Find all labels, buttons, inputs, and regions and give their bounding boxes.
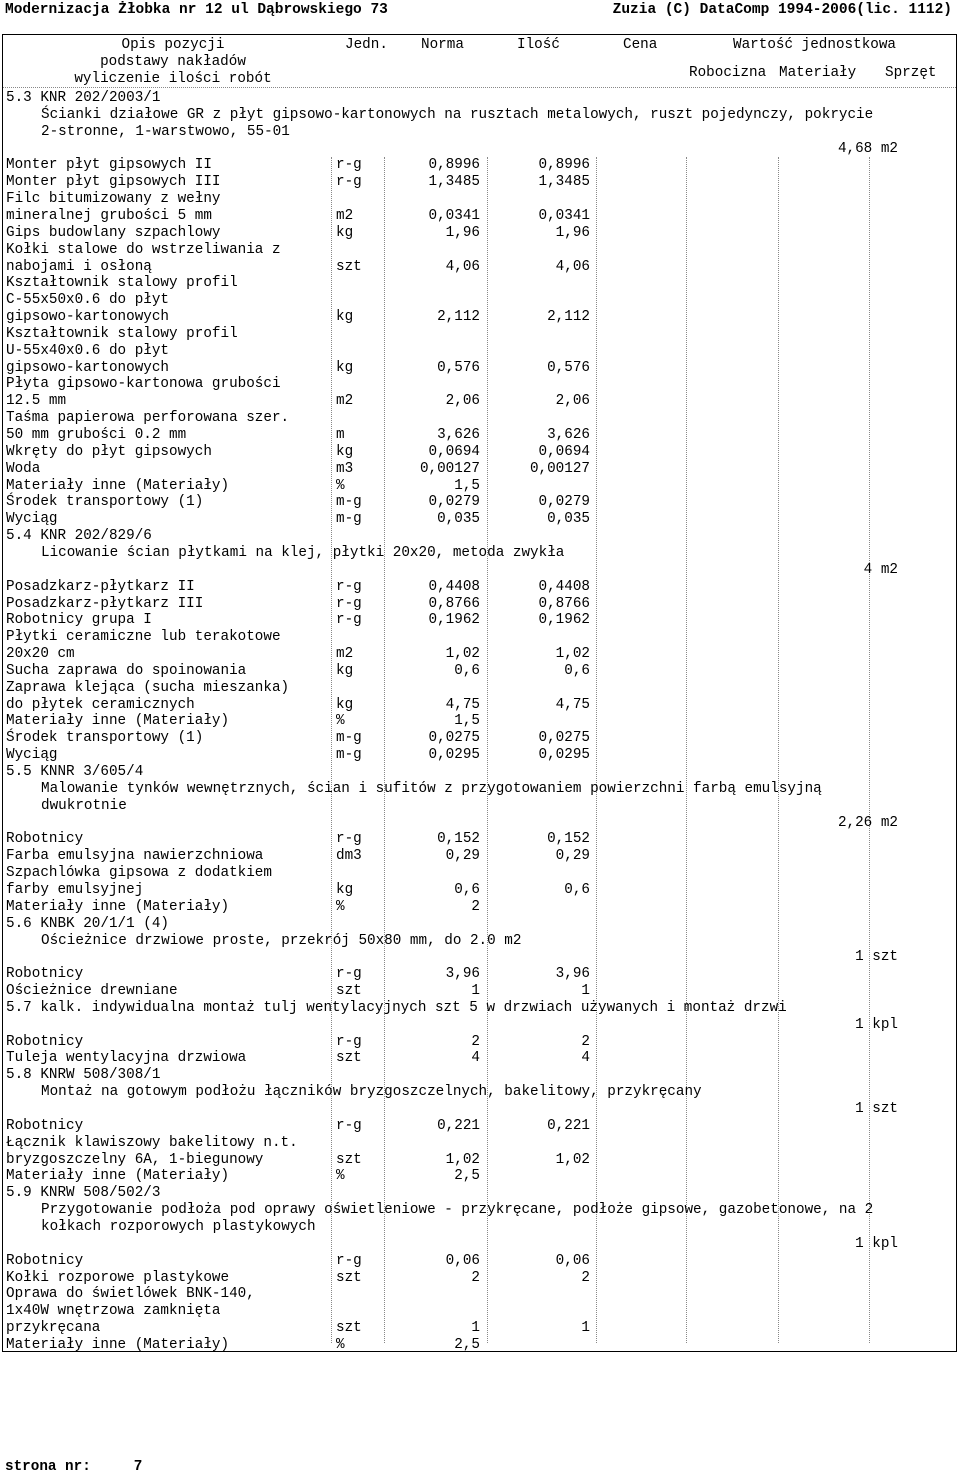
item-unit: szt <box>336 1320 362 1337</box>
item-unit: m2 <box>336 393 354 410</box>
item-description: Środek transportowy (1) <box>6 494 204 511</box>
item-row <box>3 882 956 899</box>
item-row <box>3 747 956 764</box>
section-title: Ścianki działowe GR z płyt gipsowo-kartonowych na rusztach metalowych, ruszt pojedynczy, pokrycie <box>41 106 874 123</box>
section-quantity-row <box>3 949 956 966</box>
page-label: strona nr: <box>5 1459 91 1475</box>
item-description: przykręcana <box>6 1320 101 1337</box>
item-description: mineralnej grubości 5 mm <box>6 207 212 224</box>
item-unit: r-g <box>336 578 362 595</box>
item-description: Wkręty do płyt gipsowych <box>6 443 212 460</box>
item-unit: m-g <box>336 494 362 511</box>
item-norm: 0,0279 <box>428 494 480 511</box>
item-norm: 0,576 <box>437 359 480 376</box>
section-code-row <box>3 90 956 107</box>
item-description: Monter płyt gipsowych II <box>6 157 212 174</box>
item-norm: 0,0295 <box>428 747 480 764</box>
section-quantity: 1 kpl <box>855 1016 898 1033</box>
item-unit: kg <box>336 696 354 713</box>
item-row <box>3 309 956 326</box>
section-quantity: 4 m2 <box>863 561 898 578</box>
section-title: kołkach rozporowych plastykowych <box>41 1218 316 1235</box>
section-code: 5.7 kalk. indywidualna montaż tulj wentylacyjnych szt 5 w drzwiach używanych i montaż drzwi <box>6 999 787 1016</box>
item-norm: 3,626 <box>437 427 480 443</box>
item-description: Łącznik klawiszowy bakelitowy n.t. <box>6 1134 298 1151</box>
item-row <box>3 259 956 276</box>
item-description: Środek transportowy (1) <box>6 730 204 747</box>
item-quantity: 3,96 <box>555 966 590 983</box>
item-norm: 0,29 <box>445 848 480 865</box>
col-unit: Jedn. <box>345 37 388 53</box>
item-description: Farba emulsyjna nawierzchniowa <box>6 848 264 865</box>
item-description: nabojami i osłoną <box>6 258 152 275</box>
section-code: 5.6 KNBK 20/1/1 (4) <box>6 915 170 932</box>
item-norm: 4,75 <box>445 696 480 713</box>
item-quantity: 0,8766 <box>538 595 590 612</box>
item-quantity: 1 <box>581 1320 590 1337</box>
col-desc-3: wyliczenie ilości robót <box>74 71 272 87</box>
col-desc-1: Opis pozycji <box>121 37 225 53</box>
item-unit: m3 <box>336 460 354 477</box>
item-unit: r-g <box>336 1117 362 1134</box>
item-description: Płytki ceramiczne lub terakotowe <box>6 629 281 646</box>
item-quantity: 2 <box>581 1033 590 1050</box>
item-description: gipsowo-kartonowych <box>6 359 170 376</box>
item-row <box>3 697 956 714</box>
section-quantity: 1 kpl <box>855 1235 898 1252</box>
item-unit: % <box>336 713 345 730</box>
item-description: Kształtownik stalowy profil <box>6 275 238 292</box>
item-unit: m-g <box>336 730 362 747</box>
item-row <box>3 612 956 629</box>
item-unit: r-g <box>336 157 362 174</box>
item-row <box>3 174 956 191</box>
item-description: Kształtownik stalowy profil <box>6 325 238 342</box>
item-unit: dm3 <box>336 848 362 865</box>
item-quantity: 0,8996 <box>538 157 590 174</box>
item-description: Sucha zaprawa do spoinowania <box>6 662 247 679</box>
item-description: Filc bitumizowany z wełny <box>6 191 221 208</box>
section-title-row <box>3 107 956 124</box>
item-description: Robotnicy grupa I <box>6 612 152 629</box>
section-code: 5.8 KNRW 508/308/1 <box>6 1067 161 1084</box>
header-right: Zuzia (C) DataComp 1994-2006(lic. 1112) <box>612 2 952 18</box>
item-description: 50 mm grubości 0.2 mm <box>6 427 187 443</box>
item-description: Robotnicy <box>6 831 84 848</box>
section-quantity: 4,68 m2 <box>837 140 898 157</box>
section-title-row <box>3 124 956 141</box>
item-description: Wyciąg <box>6 747 58 764</box>
item-quantity: 1 <box>581 983 590 1000</box>
item-description: Gips budowlany szpachlowy <box>6 224 221 241</box>
section-title-row <box>3 1202 956 1219</box>
item-row <box>3 478 956 495</box>
item-description: 12.5 mm <box>6 393 67 410</box>
item-description: Monter płyt gipsowych III <box>6 174 221 191</box>
section-title: dwukrotnie <box>41 797 127 814</box>
item-unit: r-g <box>336 595 362 612</box>
item-unit: m2 <box>336 207 354 224</box>
item-unit: szt <box>336 1151 362 1168</box>
item-row <box>3 865 956 882</box>
item-description: 1x40W wnętrzowa zamknięta <box>6 1303 221 1320</box>
item-row <box>3 983 956 1000</box>
section-code: 5.9 KNRW 508/502/3 <box>6 1185 161 1202</box>
item-description: Szpachlówka gipsowa z dodatkiem <box>6 865 272 882</box>
item-description: bryzgoszczelny 6A, 1-biegunowy <box>6 1151 264 1168</box>
item-row <box>3 1337 956 1354</box>
col-desc-2: podstawy nakładów <box>100 54 246 70</box>
item-row <box>3 831 956 848</box>
item-description: Wyciąg <box>6 511 58 528</box>
item-norm: 2 <box>471 1033 480 1050</box>
col-unit-value: Wartość jednostkowa <box>733 37 897 53</box>
section-title: Malowanie tynków wewnętrznych, ścian i sufitów z przygotowaniem powierzchni farbą emulsyjną <box>41 780 822 797</box>
item-row <box>3 1253 956 1270</box>
item-unit: % <box>336 477 345 494</box>
item-norm: 2 <box>471 898 480 915</box>
page-number: 7 <box>133 1459 143 1475</box>
item-quantity: 0,4408 <box>538 578 590 595</box>
item-row <box>3 629 956 646</box>
item-row <box>3 360 956 377</box>
item-unit: r-g <box>336 1252 362 1269</box>
item-norm: 0,4408 <box>428 578 480 595</box>
item-description: Materiały inne (Materiały) <box>6 1168 230 1185</box>
item-description: Materiały inne (Materiały) <box>6 898 230 915</box>
item-quantity: 2,06 <box>555 393 590 410</box>
item-description: Posadzkarz-płytkarz III <box>6 595 204 612</box>
item-row <box>3 663 956 680</box>
item-row <box>3 292 956 309</box>
item-row <box>3 1320 956 1337</box>
item-quantity: 0,0279 <box>538 494 590 511</box>
section-code-row <box>3 1067 956 1084</box>
item-norm: 3,96 <box>445 966 480 983</box>
item-row <box>3 1050 956 1067</box>
item-quantity: 1,02 <box>555 646 590 663</box>
section-quantity: 2,26 m2 <box>837 814 898 831</box>
item-unit: r-g <box>336 831 362 848</box>
section-title-row <box>3 1219 956 1236</box>
header-left: Modernizacja Żłobka nr 12 ul Dąbrowskiego 73 <box>5 2 388 18</box>
item-norm: 0,8766 <box>428 595 480 612</box>
item-unit: r-g <box>336 612 362 629</box>
item-description: farby emulsyjnej <box>6 881 144 898</box>
item-row <box>3 208 956 225</box>
item-row <box>3 242 956 259</box>
item-row <box>3 410 956 427</box>
section-title: Licowanie ścian płytkami na klej, płytki 20x20, metoda zwykła <box>41 544 565 561</box>
col-norm: Norma <box>421 37 464 53</box>
section-title: Montaż na gotowym podłożu łączników bryzgoszczelnych, bakelitowy, przykręcany <box>41 1084 702 1101</box>
section-quantity: 1 szt <box>855 949 898 966</box>
item-norm: 1,5 <box>454 477 480 494</box>
item-norm: 4,06 <box>445 258 480 275</box>
section-title: Przygotowanie podłoża pod oprawy oświetleniowe - przykręcane, podłoże gipsowe, gazobetonowe, na 2 <box>41 1202 874 1219</box>
item-quantity: 0,035 <box>547 511 590 528</box>
section-title: Ościeżnice drzwiowe proste, przekrój 50x80 mm, do 2.0 m2 <box>41 932 522 949</box>
item-description: Kołki rozporowe plastykowe <box>6 1269 230 1286</box>
item-row <box>3 579 956 596</box>
item-row <box>3 326 956 343</box>
section-quantity-row <box>3 1101 956 1118</box>
section-code: 5.4 KNR 202/829/6 <box>6 528 152 545</box>
item-description: gipsowo-kartonowych <box>6 309 170 326</box>
section-code-row <box>3 1000 956 1017</box>
section-code-row <box>3 1185 956 1202</box>
item-row <box>3 646 956 663</box>
item-norm: 0,6 <box>454 662 480 679</box>
item-description: C-55x50x0.6 do płyt <box>6 292 170 309</box>
section-code-row <box>3 528 956 545</box>
item-quantity: 3,626 <box>547 427 590 443</box>
item-description: Oprawa do świetlówek BNK-140, <box>6 1286 255 1303</box>
item-unit: szt <box>336 258 362 275</box>
item-row <box>3 376 956 393</box>
col-price: Cena <box>623 37 658 53</box>
item-unit: szt <box>336 1269 362 1286</box>
item-description: Robotnicy <box>6 966 84 983</box>
item-quantity: 2 <box>581 1269 590 1286</box>
item-description: Posadzkarz-płytkarz II <box>6 578 195 595</box>
section-code: 5.3 KNR 202/2003/1 <box>6 90 161 106</box>
item-row <box>3 393 956 410</box>
item-unit: szt <box>336 1050 362 1067</box>
item-quantity: 4,06 <box>555 258 590 275</box>
item-unit: m2 <box>336 646 354 663</box>
item-unit: % <box>336 1168 345 1185</box>
item-row <box>3 1286 956 1303</box>
item-norm: 1,96 <box>445 224 480 241</box>
item-norm: 2,06 <box>445 393 480 410</box>
item-norm: 0,6 <box>454 881 480 898</box>
item-norm: 0,035 <box>437 511 480 528</box>
item-unit: m-g <box>336 511 362 528</box>
item-norm: 1 <box>471 983 480 1000</box>
section-quantity-row <box>3 141 956 158</box>
header-divider <box>3 87 956 88</box>
section-title-row <box>3 933 956 950</box>
section-code-row <box>3 916 956 933</box>
section-title-row <box>3 545 956 562</box>
item-norm: 0,0275 <box>428 730 480 747</box>
item-unit: kg <box>336 443 354 460</box>
section-code: 5.5 KNNR 3/605/4 <box>6 764 144 780</box>
item-row <box>3 427 956 444</box>
item-norm: 0,1962 <box>428 612 480 629</box>
item-description: Zaprawa klejąca (sucha mieszanka) <box>6 679 290 696</box>
item-unit: r-g <box>336 174 362 191</box>
item-unit: m <box>336 427 345 443</box>
item-row <box>3 225 956 242</box>
item-row <box>3 494 956 511</box>
item-unit: szt <box>336 983 362 1000</box>
item-norm: 0,00127 <box>419 460 480 477</box>
section-title-row <box>3 798 956 815</box>
section-title-row <box>3 781 956 798</box>
item-unit: kg <box>336 359 354 376</box>
item-norm: 0,221 <box>437 1117 480 1134</box>
item-norm: 0,0341 <box>428 207 480 224</box>
item-unit: r-g <box>336 966 362 983</box>
item-quantity: 0,0275 <box>538 730 590 747</box>
item-row <box>3 343 956 360</box>
item-quantity: 1,96 <box>555 224 590 241</box>
item-unit: kg <box>336 881 354 898</box>
item-quantity: 2,112 <box>547 309 590 326</box>
item-description: Materiały inne (Materiały) <box>6 1336 230 1353</box>
section-title: 2-stronne, 1-warstwowo, 55-01 <box>41 123 290 140</box>
item-description: Robotnicy <box>6 1252 84 1269</box>
item-description: Taśma papierowa perforowana szer. <box>6 410 290 427</box>
item-description: Woda <box>6 460 41 477</box>
item-norm: 1,3485 <box>428 174 480 191</box>
item-unit: % <box>336 1336 345 1353</box>
item-row <box>3 899 956 916</box>
item-norm: 2,5 <box>454 1336 480 1353</box>
item-row <box>3 1152 956 1169</box>
item-quantity: 1,02 <box>555 1151 590 1168</box>
item-description: Robotnicy <box>6 1033 84 1050</box>
section-quantity: 1 szt <box>855 1101 898 1117</box>
item-row <box>3 275 956 292</box>
item-norm: 0,152 <box>437 831 480 848</box>
section-quantity-row <box>3 562 956 579</box>
item-description: Tuleja wentylacyjna drzwiowa <box>6 1050 247 1067</box>
item-row <box>3 444 956 461</box>
section-quantity-row <box>3 815 956 832</box>
item-description: Ościeżnice drewniane <box>6 983 178 1000</box>
item-row <box>3 596 956 613</box>
item-norm: 4 <box>471 1050 480 1067</box>
item-quantity: 0,29 <box>555 848 590 865</box>
item-unit: % <box>336 898 345 915</box>
item-norm: 1,5 <box>454 713 480 730</box>
col-equipment: Sprzęt <box>885 65 937 81</box>
item-quantity: 1,3485 <box>538 174 590 191</box>
item-quantity: 0,576 <box>547 359 590 376</box>
item-quantity: 0,6 <box>564 662 590 679</box>
item-row <box>3 1118 956 1135</box>
item-unit: m-g <box>336 747 362 764</box>
item-description: Kołki stalowe do wstrzeliwania z <box>6 241 281 258</box>
item-description: do płytek ceramicznych <box>6 696 195 713</box>
item-row <box>3 1135 956 1152</box>
item-row <box>3 1034 956 1051</box>
item-norm: 0,8996 <box>428 157 480 174</box>
item-norm: 1,02 <box>445 1151 480 1168</box>
section-code-row <box>3 764 956 781</box>
item-quantity: 4,75 <box>555 696 590 713</box>
item-row <box>3 461 956 478</box>
estimate-table <box>2 34 957 1352</box>
col-qty: Ilość <box>517 37 560 53</box>
item-description: Płyta gipsowo-kartonowa grubości <box>6 376 281 393</box>
item-quantity: 0,6 <box>564 881 590 898</box>
item-quantity: 0,221 <box>547 1117 590 1134</box>
item-quantity: 0,1962 <box>538 612 590 629</box>
item-description: U-55x40x0.6 do płyt <box>6 342 170 359</box>
item-norm: 2,112 <box>437 309 480 326</box>
section-title-row <box>3 1084 956 1101</box>
col-labor: Robocizna <box>689 65 767 81</box>
item-row <box>3 966 956 983</box>
item-norm: 1,02 <box>445 646 480 663</box>
item-quantity: 0,00127 <box>529 460 590 477</box>
item-row <box>3 157 956 174</box>
col-materials: Materiały <box>779 65 857 81</box>
item-norm: 2 <box>471 1269 480 1286</box>
section-quantity-row <box>3 1017 956 1034</box>
item-description: Materiały inne (Materiały) <box>6 713 230 730</box>
item-quantity: 0,0341 <box>538 207 590 224</box>
item-row <box>3 713 956 730</box>
item-quantity: 0,0694 <box>538 443 590 460</box>
item-unit: kg <box>336 224 354 241</box>
item-quantity: 0,06 <box>555 1252 590 1269</box>
item-row <box>3 1168 956 1185</box>
item-row <box>3 730 956 747</box>
item-norm: 0,06 <box>445 1252 480 1269</box>
item-norm: 2,5 <box>454 1168 480 1185</box>
item-row <box>3 680 956 697</box>
item-unit: r-g <box>336 1033 362 1050</box>
item-unit: kg <box>336 309 354 326</box>
section-quantity-row <box>3 1236 956 1253</box>
item-description: Materiały inne (Materiały) <box>6 477 230 494</box>
item-row <box>3 1303 956 1320</box>
item-row <box>3 848 956 865</box>
item-description: 20x20 cm <box>6 646 75 663</box>
item-row <box>3 1270 956 1287</box>
item-row <box>3 511 956 528</box>
item-quantity: 4 <box>581 1050 590 1067</box>
item-row <box>3 191 956 208</box>
item-unit: kg <box>336 662 354 679</box>
item-description: Robotnicy <box>6 1117 84 1134</box>
item-quantity: 0,0295 <box>538 747 590 764</box>
item-norm: 1 <box>471 1320 480 1337</box>
item-norm: 0,0694 <box>428 443 480 460</box>
item-quantity: 0,152 <box>547 831 590 848</box>
